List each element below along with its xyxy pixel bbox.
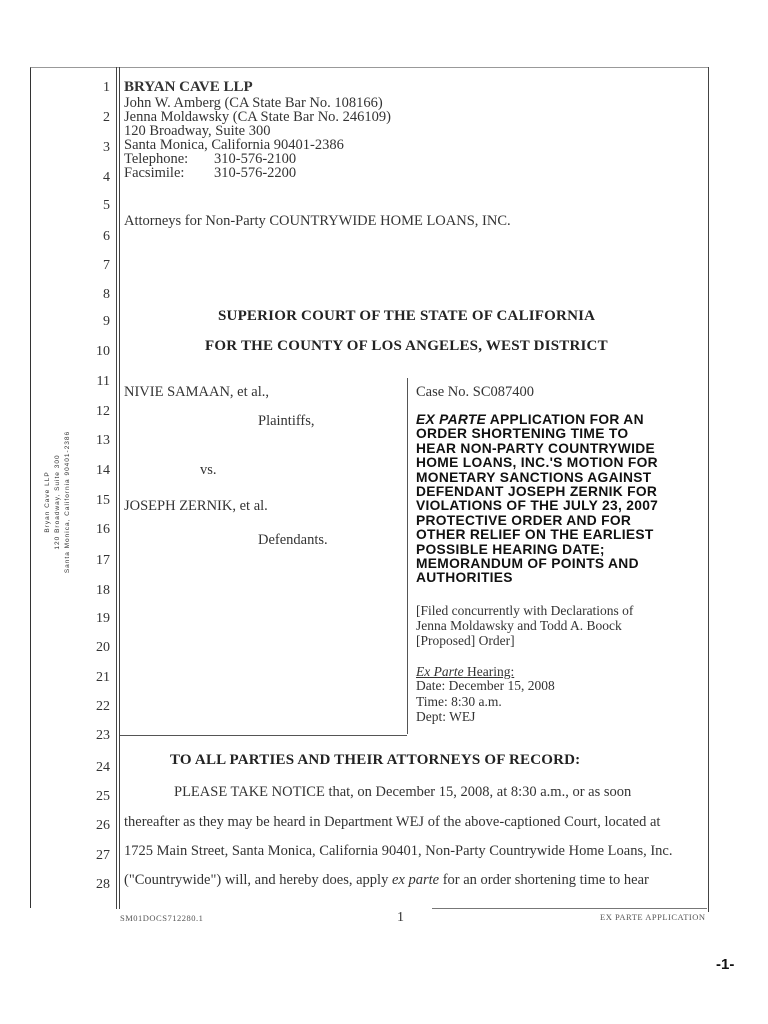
attorneys-for: Attorneys for Non-Party COUNTRYWIDE HOME LOANS, INC. [124,213,511,229]
line-number: 27 [96,848,110,863]
document-title-line-10: POSSIBLE HEARING DATE; [416,541,605,557]
body-line-28: ("Countrywide") will, and hereby does, apply ex parte for an order shortening time to hear [124,872,649,888]
filed-concurrently-3: [Proposed] Order] [416,633,515,648]
caption-bottom-rule [120,735,407,736]
document-id: SM01DOCS712280.1 [120,913,204,923]
document-title-line-12: AUTHORITIES [416,570,513,586]
line-number: 19 [96,611,110,626]
ex-parte-italic: EX PARTE [416,412,487,427]
line-number: 2 [103,110,110,125]
filed-concurrently-1: [Filed concurrently with Declarations of [416,603,634,618]
line-number: 22 [96,699,110,714]
body-line-25: PLEASE TAKE NOTICE that, on December 15, 2008, at 8:30 a.m., or as soon [174,784,632,800]
line-number: 20 [96,640,110,655]
versus: vs. [200,462,217,478]
line-number: 9 [103,314,110,329]
line-number: 6 [103,229,110,244]
filed-concurrently-2: Jenna Moldawsky and Todd A. Boock [416,618,622,633]
notice-heading: TO ALL PARTIES AND THEIR ATTORNEYS OF RECORD: [170,752,581,768]
document-title [416,413,658,586]
plaintiff-name: NIVIE SAMAAN, et al., [124,384,269,400]
document-title-line-1: EX PARTE APPLICATION FOR AN [416,412,644,427]
line-number: 23 [96,728,110,743]
line-number: 13 [96,433,110,448]
line-number: 12 [96,404,110,419]
hearing-time: Time: 8:30 a.m. [416,694,502,709]
body-line-26: thereafter as they may be heard in Department WEJ of the above-captioned Court, located at [124,814,661,830]
line-number: 10 [96,344,110,359]
document-title-line-4: HOME LOANS, INC.'S MOTION FOR [416,455,658,471]
footer-rule [432,908,707,909]
document-title-line-5: MONETARY SANCTIONS AGAINST [416,469,652,485]
document-title-line-11: MEMORANDUM OF POINTS AND [416,556,639,572]
margin-rule-2 [119,67,120,909]
page-marker: -1- [716,956,735,973]
side-stamp-firm: Bryan Cave LLP [44,471,51,533]
line-number: 14 [96,463,110,478]
footer-document-title: EX PARTE APPLICATION [600,912,706,922]
defendants-label: Defendants. [258,532,328,548]
line-number: 11 [96,374,110,389]
line-number: 3 [103,140,110,155]
footer-page-number: 1 [397,910,404,925]
document-title-line-9: OTHER RELIEF ON THE EARLIEST [416,527,654,543]
side-stamp-address: 120 Broadway, Suite 300 [54,454,61,550]
telephone-number: 310-576-2100 [214,151,297,167]
firm-name: BRYAN CAVE LLP [124,79,253,95]
facsimile-label: Facsimile: [124,165,185,181]
attorney-amberg: John W. Amberg (CA State Bar No. 108166) [124,95,383,111]
court-name: SUPERIOR COURT OF THE STATE OF CALIFORNIA [218,308,596,324]
hearing-heading: Ex Parte Hearing: [416,664,515,679]
margin-rule-1 [116,67,117,909]
line-number: 24 [96,760,110,775]
line-number: 4 [103,170,110,185]
line-number: 1 [103,80,110,95]
caption-divider [407,378,408,734]
line-number: 15 [96,493,110,508]
document-title-line-8: PROTECTIVE ORDER AND FOR [416,512,632,528]
line-number: 25 [96,789,110,804]
line-number: 28 [96,877,110,892]
body-line-27: 1725 Main Street, Santa Monica, California 90401, Non-Party Countrywide Home Loans, Inc. [124,843,673,859]
document-title-line-6: DEFENDANT JOSEPH ZERNIK FOR [416,484,658,500]
plaintiffs-label: Plaintiffs, [258,413,315,429]
case-number: Case No. SC087400 [416,384,535,400]
document-title-line-3: HEAR NON-PARTY COUNTRYWIDE [416,440,656,456]
address-street: 120 Broadway, Suite 300 [124,123,271,139]
hearing-dept: Dept: WEJ [416,709,476,724]
line-number: 18 [96,583,110,598]
telephone-label: Telephone: [124,151,189,167]
right-margin-rule [708,67,709,912]
court-district: FOR THE COUNTY OF LOS ANGELES, WEST DISTRICT [205,338,608,354]
line-number: 16 [96,522,110,537]
firm-side-stamp [43,382,73,622]
hearing-date: Date: December 15, 2008 [416,678,555,693]
attorney-moldawsky: Jenna Moldawsky (CA State Bar No. 246109) [124,109,392,125]
document-title-line-7: VIOLATIONS OF THE JULY 23, 2007 [416,498,659,514]
side-stamp-city: Santa Monica, California 90401-2386 [64,430,71,574]
line-number: 7 [103,258,110,273]
line-number: 5 [103,198,110,213]
document-title-line-2: ORDER SHORTENING TIME TO [416,426,629,442]
line-number: 26 [96,818,110,833]
line-number: 8 [103,287,110,302]
defendant-name: JOSEPH ZERNIK, et al. [124,498,268,514]
line-number: 21 [96,670,110,685]
line-number: 17 [96,553,110,568]
facsimile-number: 310-576-2200 [214,165,297,181]
address-city: Santa Monica, California 90401-2386 [124,137,344,153]
